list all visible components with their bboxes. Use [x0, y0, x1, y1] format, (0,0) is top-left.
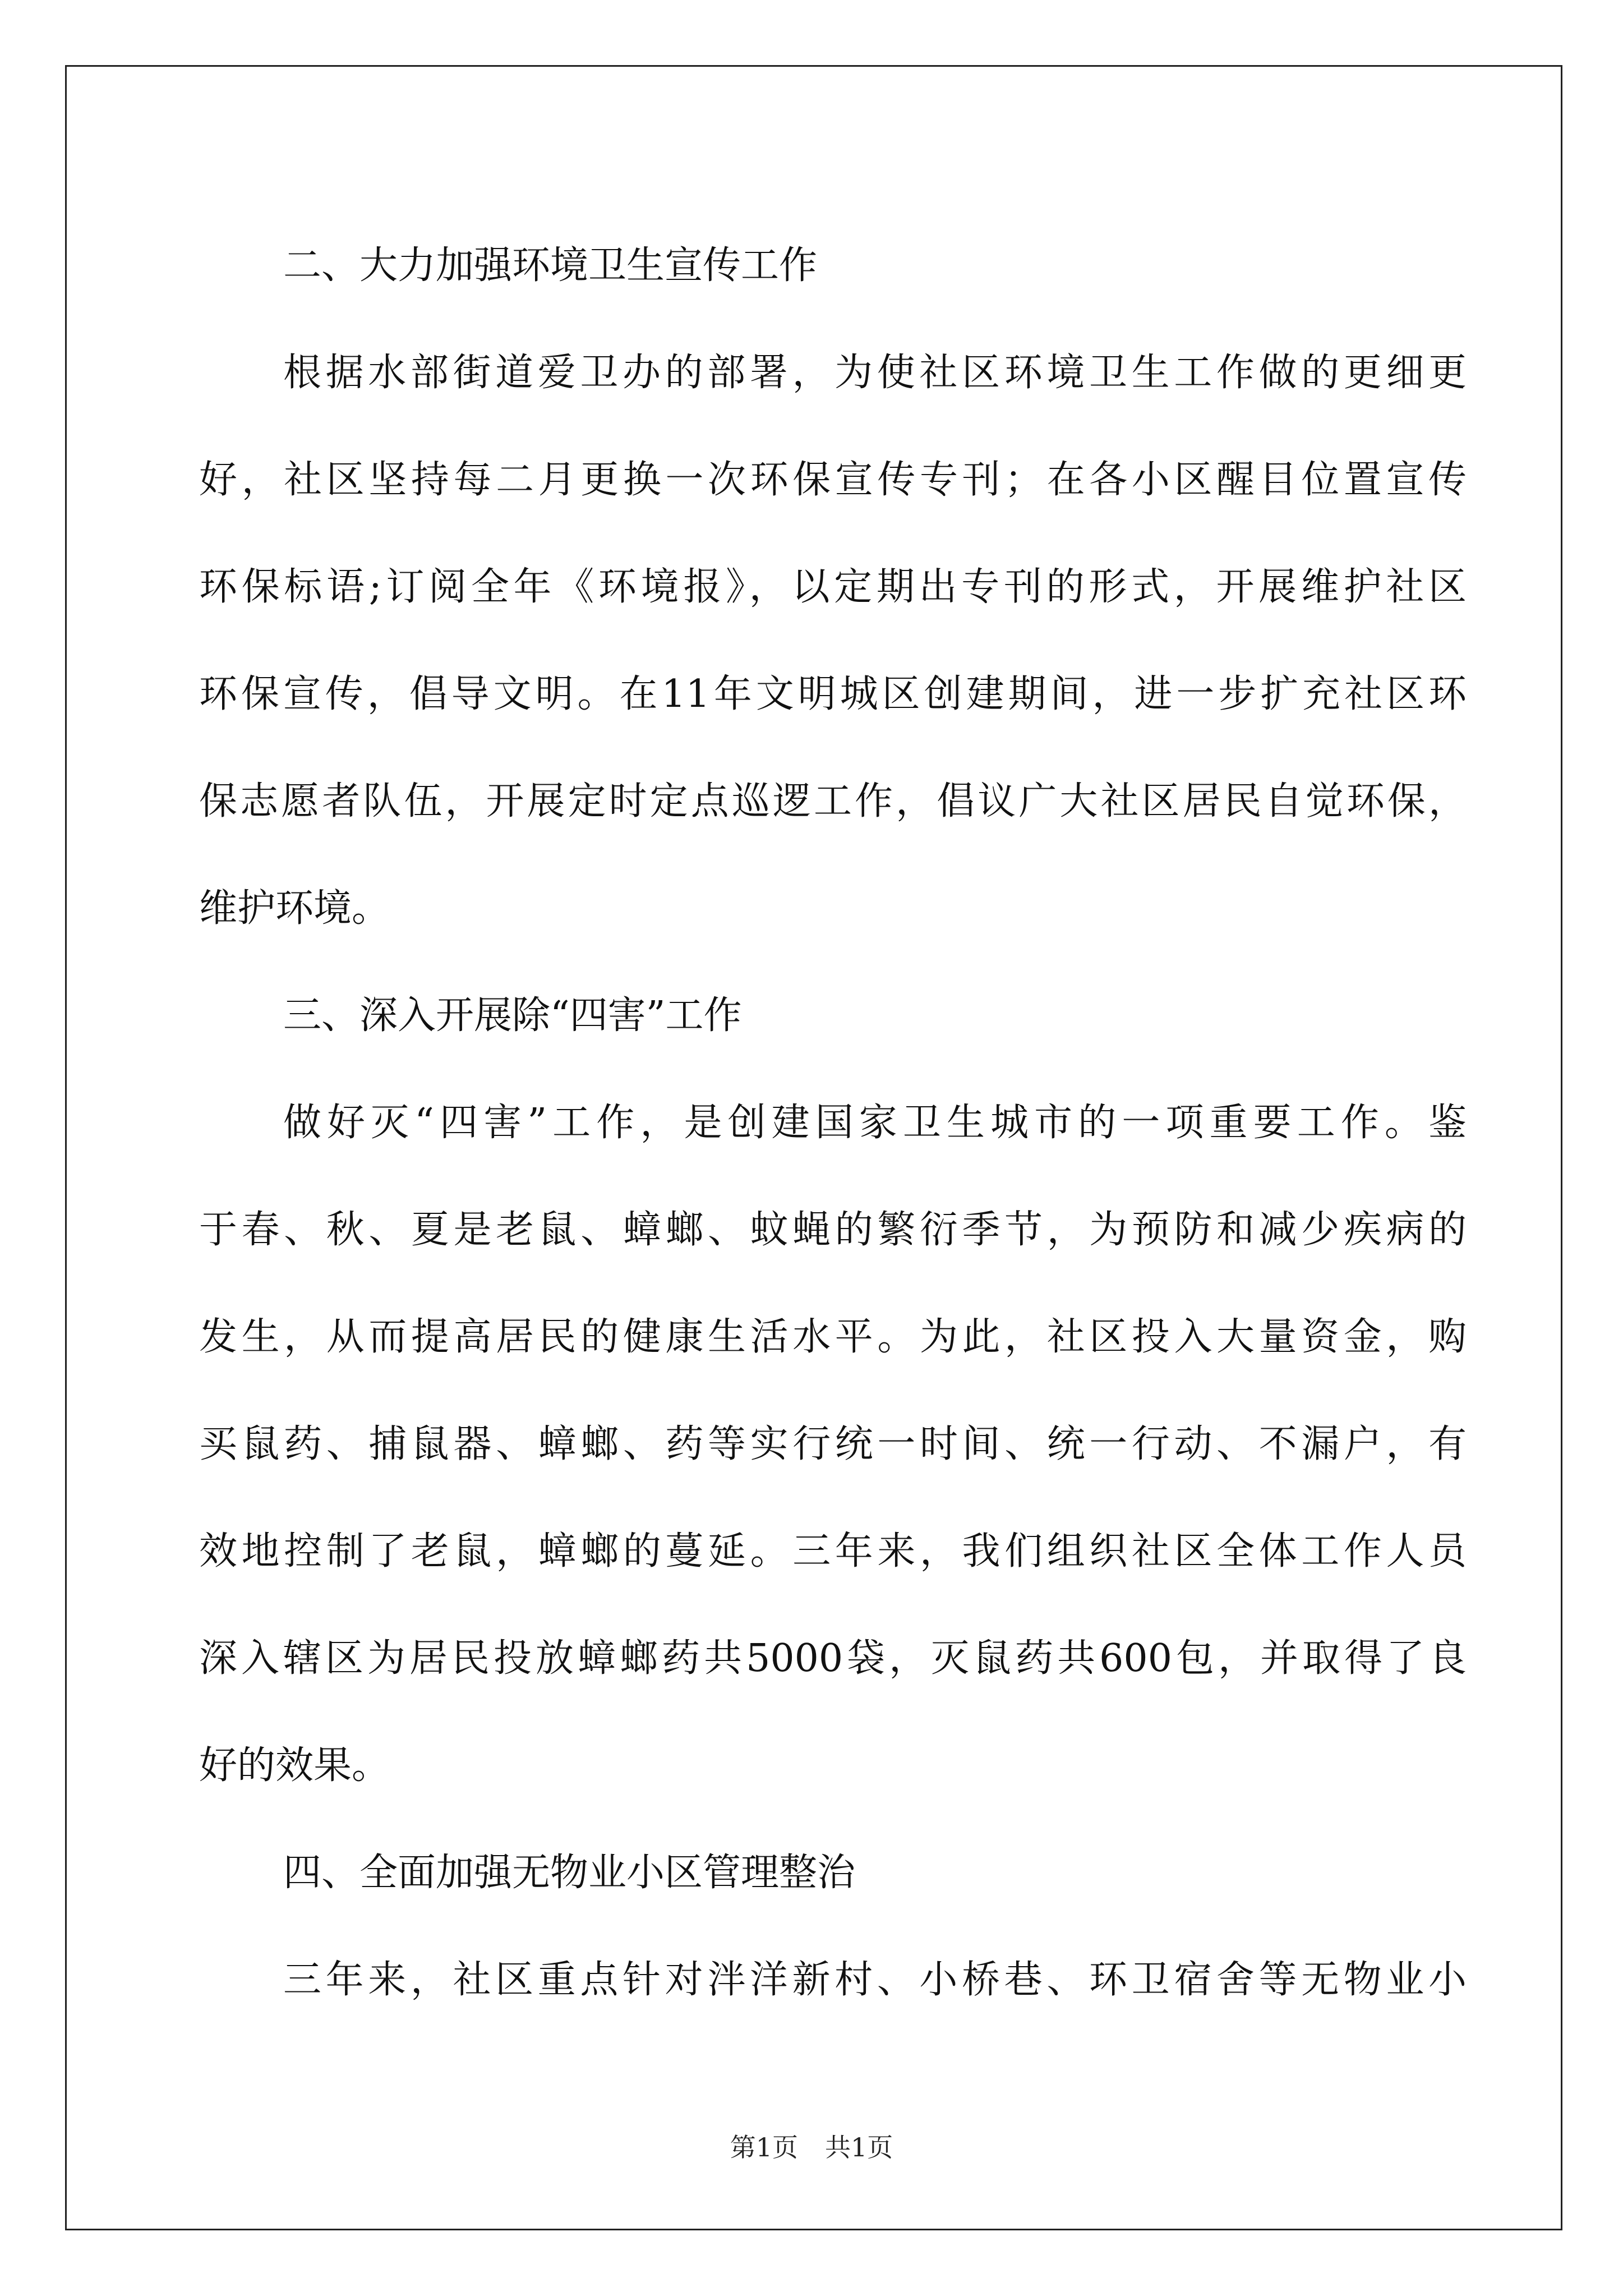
section-heading: 二、大力加强环境卫生宣传工作 [283, 243, 818, 288]
page-number: 第1页 [730, 2132, 798, 2162]
page-total: 共1页 [825, 2132, 893, 2162]
paragraph-line: 效地控制了老鼠，蟑螂的蔓延。三年来，我们组织社区全体工作人员 [199, 1529, 1467, 1573]
paragraph-line: 维护环境。 [199, 886, 390, 931]
paragraph-line: 好，社区坚持每二月更换一次环保宣传专刊；在各小区醒目位置宣传 [199, 458, 1467, 502]
paragraph-line: 三年来，社区重点针对泮洋新村、小桥巷、环卫宿舍等无物业小 [283, 1958, 1467, 2002]
paragraph-line: 好的效果。 [199, 1743, 390, 1788]
paragraph-line: 买鼠药、捕鼠器、蟑螂、药等实行统一时间、统一行动、不漏户，有 [199, 1422, 1467, 1466]
section-heading: 四、全面加强无物业小区管理整治 [283, 1851, 856, 1895]
section-heading: 三、深入开展除“四害”工作 [283, 993, 742, 1038]
paragraph-line: 做好灭“四害”工作，是创建国家卫生城市的一项重要工作。鉴 [283, 1101, 1467, 1145]
paragraph-line: 发生，从而提高居民的健康生活水平。为此，社区投入大量资金，购 [199, 1315, 1467, 1359]
paragraph-line: 保志愿者队伍，开展定时定点巡逻工作，倡议广大社区居民自觉环保， [199, 779, 1467, 823]
paragraph-line: 环保标语;订阅全年《环境报》，以定期出专刊的形式，开展维护社区 [199, 565, 1467, 609]
document-body [199, 212, 1467, 2033]
paragraph-line: 深入辖区为居民投放蟑螂药共5000袋，灭鼠药共600包，并取得了良 [199, 1636, 1467, 1681]
paragraph-line: 环保宣传，倡导文明。在11年文明城区创建期间，进一步扩充社区环 [199, 672, 1467, 716]
page-footer [0, 2131, 1623, 2164]
paragraph-line: 根据水部街道爱卫办的部署，为使社区环境卫生工作做的更细更 [283, 351, 1467, 395]
paragraph-line: 于春、秋、夏是老鼠、蟑螂、蚊蝇的繁衍季节，为预防和减少疾病的 [199, 1208, 1467, 1252]
